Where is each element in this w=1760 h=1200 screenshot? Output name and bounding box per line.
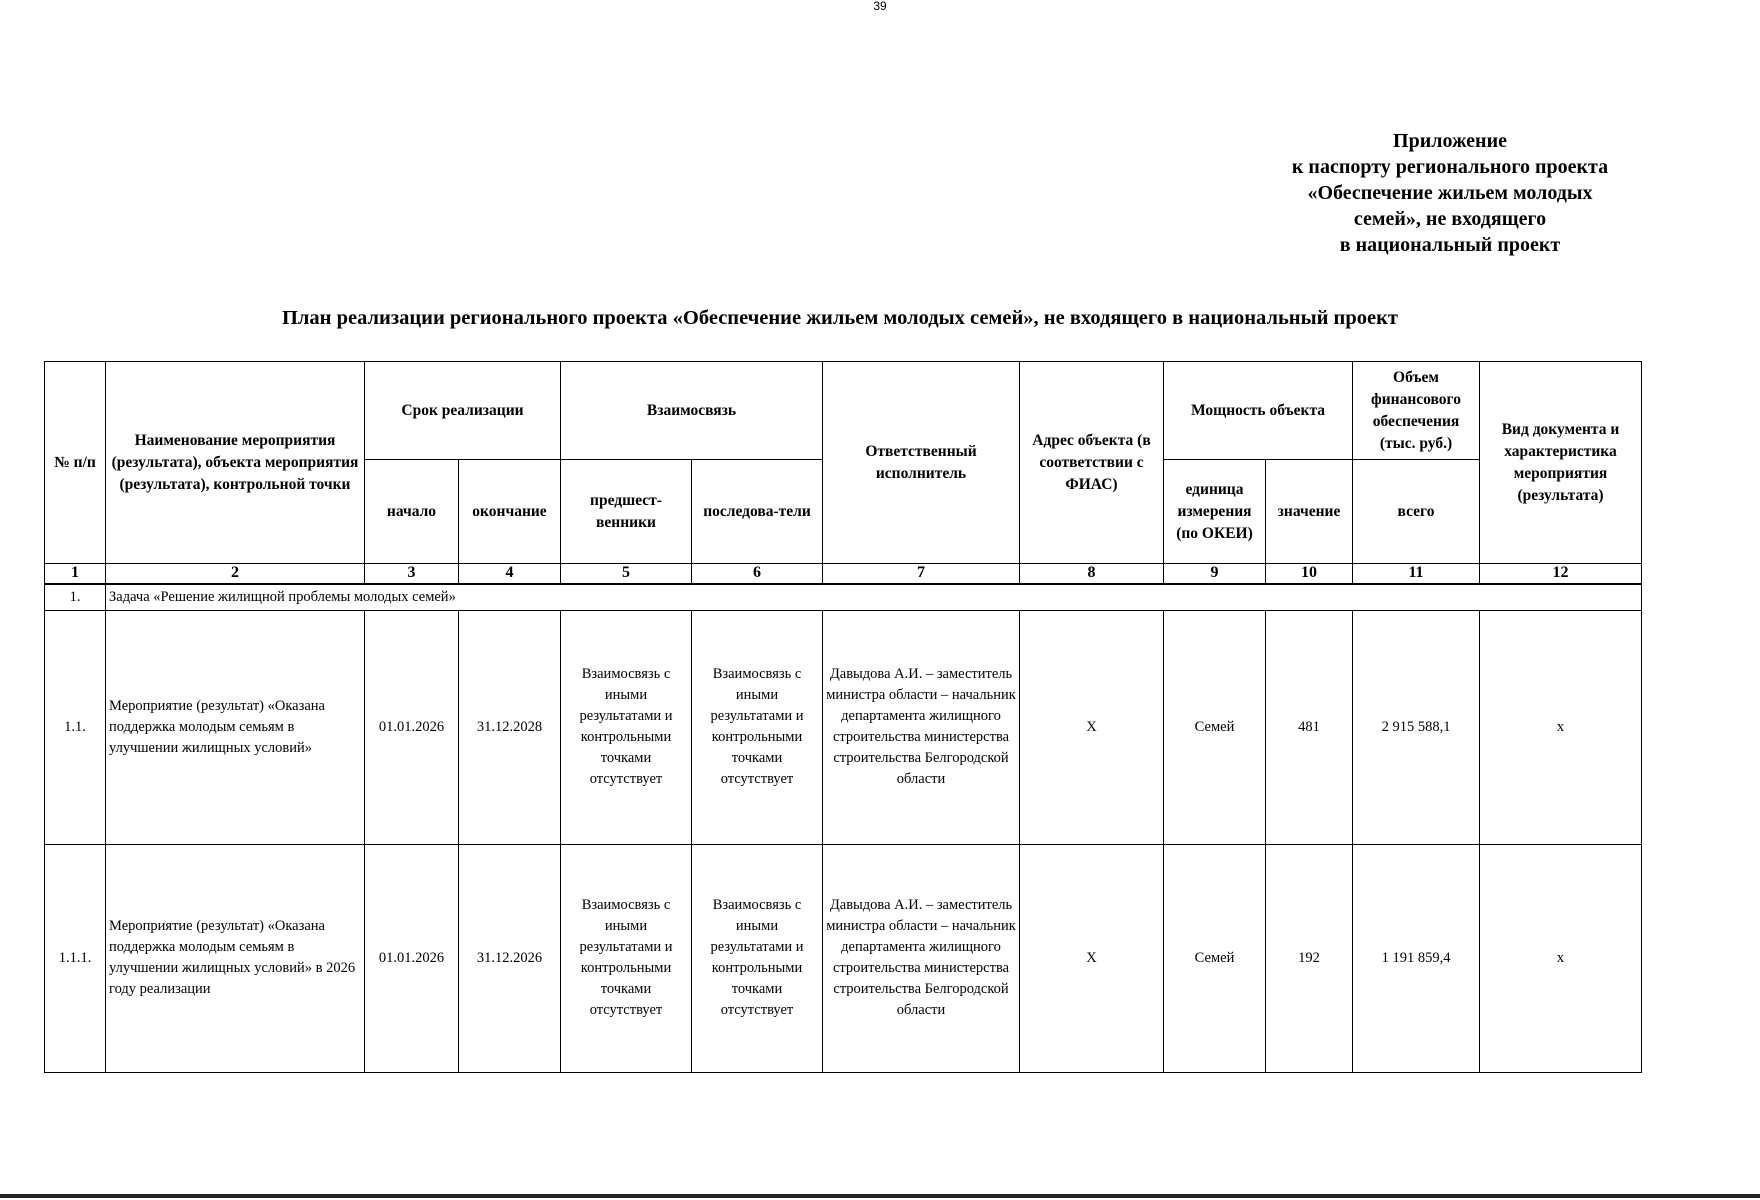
table-row [45, 610, 1642, 844]
header-num: № п/п [45, 362, 106, 564]
row-num: 1.1.1. [45, 844, 106, 1072]
row-address: Х [1020, 844, 1164, 1072]
row-doc: х [1480, 610, 1642, 844]
row-value: 192 [1266, 844, 1353, 1072]
header-name: Наименование мероприятия (результата), объекта мероприятия (результата), контрольной точки [106, 362, 365, 564]
row-unit: Семей [1164, 844, 1266, 1072]
appendix-line: Приложение [1393, 130, 1507, 152]
task-text: Задача «Решение жилищной проблемы молодых семей» [106, 584, 1642, 611]
column-number: 12 [1480, 564, 1642, 584]
header-responsible: Ответственный исполнитель [823, 362, 1020, 564]
header-link: Взаимосвязь [561, 362, 823, 460]
row-doc: х [1480, 844, 1642, 1072]
header-capacity-unit: единица измерения (по ОКЕИ) [1164, 460, 1266, 564]
row-total: 2 915 588,1 [1353, 610, 1480, 844]
header-doc: Вид документа и характеристика мероприятия (результата) [1480, 362, 1642, 564]
header-term-end: окончание [459, 460, 561, 564]
row-name: Мероприятие (результат) «Оказана поддержка молодым семьям в улучшении жилищных условий» [106, 610, 365, 844]
row-next: Взаимосвязь с иными результатами и контрольными точками отсутствует [692, 610, 823, 844]
column-number: 2 [106, 564, 365, 584]
task-num: 1. [45, 584, 106, 611]
row-unit: Семей [1164, 610, 1266, 844]
column-number: 11 [1353, 564, 1480, 584]
row-name: Мероприятие (результат) «Оказана поддержка молодым семьям в улучшении жилищных условий» в 2026 году реализации [106, 844, 365, 1072]
row-start: 01.01.2026 [365, 844, 459, 1072]
header-address: Адрес объекта (в соответствии с ФИАС) [1020, 362, 1164, 564]
header-term: Срок реализации [365, 362, 561, 460]
column-number: 5 [561, 564, 692, 584]
row-responsible: Давыдова А.И. – заместитель министра области – начальник департамента жилищного строительства министерства строительства Белгородской области [823, 844, 1020, 1072]
column-number: 4 [459, 564, 561, 584]
page-number: 39 [873, 0, 887, 13]
scan-edge-line [0, 1194, 1760, 1198]
appendix-line: семей», не входящего [1353, 208, 1547, 230]
appendix-block [1270, 128, 1630, 258]
row-end: 31.12.2026 [459, 844, 561, 1072]
header-finance: Объем финансового обеспечения (тыс. руб.) [1353, 362, 1480, 460]
column-number: 10 [1266, 564, 1353, 584]
plan-title: План реализации регионального проекта «Обеспечение жильем молодых семей», не входящего в национальный проект [281, 307, 1398, 329]
header-link-next: последова-тели [692, 460, 823, 564]
column-number: 8 [1020, 564, 1164, 584]
row-prev: Взаимосвязь с иными результатами и контрольными точками отсутствует [561, 844, 692, 1072]
header-capacity: Мощность объекта [1164, 362, 1353, 460]
task-row [45, 584, 1642, 611]
row-responsible: Давыдова А.И. – заместитель министра области – начальник департамента жилищного строительства министерства строительства Белгородской области [823, 610, 1020, 844]
row-next: Взаимосвязь с иными результатами и контрольными точками отсутствует [692, 844, 823, 1072]
appendix-line: в национальный проект [1339, 234, 1561, 256]
header-capacity-value: значение [1266, 460, 1353, 564]
appendix-line: к паспорту регионального проекта [1291, 156, 1609, 178]
column-number: 9 [1164, 564, 1266, 584]
column-number: 1 [45, 564, 106, 584]
row-address: Х [1020, 610, 1164, 844]
plan-table [44, 361, 1642, 1073]
row-end: 31.12.2028 [459, 610, 561, 844]
column-number: 6 [692, 564, 823, 584]
column-number: 7 [823, 564, 1020, 584]
column-number: 3 [365, 564, 459, 584]
header-finance-total: всего [1353, 460, 1480, 564]
row-value: 481 [1266, 610, 1353, 844]
row-start: 01.01.2026 [365, 610, 459, 844]
row-prev: Взаимосвязь с иными результатами и контрольными точками отсутствует [561, 610, 692, 844]
appendix-line: «Обеспечение жильем молодых [1307, 182, 1593, 204]
row-num: 1.1. [45, 610, 106, 844]
row-total: 1 191 859,4 [1353, 844, 1480, 1072]
table-row [45, 844, 1642, 1072]
header-term-start: начало [365, 460, 459, 564]
header-link-prev: предшест-венники [561, 460, 692, 564]
